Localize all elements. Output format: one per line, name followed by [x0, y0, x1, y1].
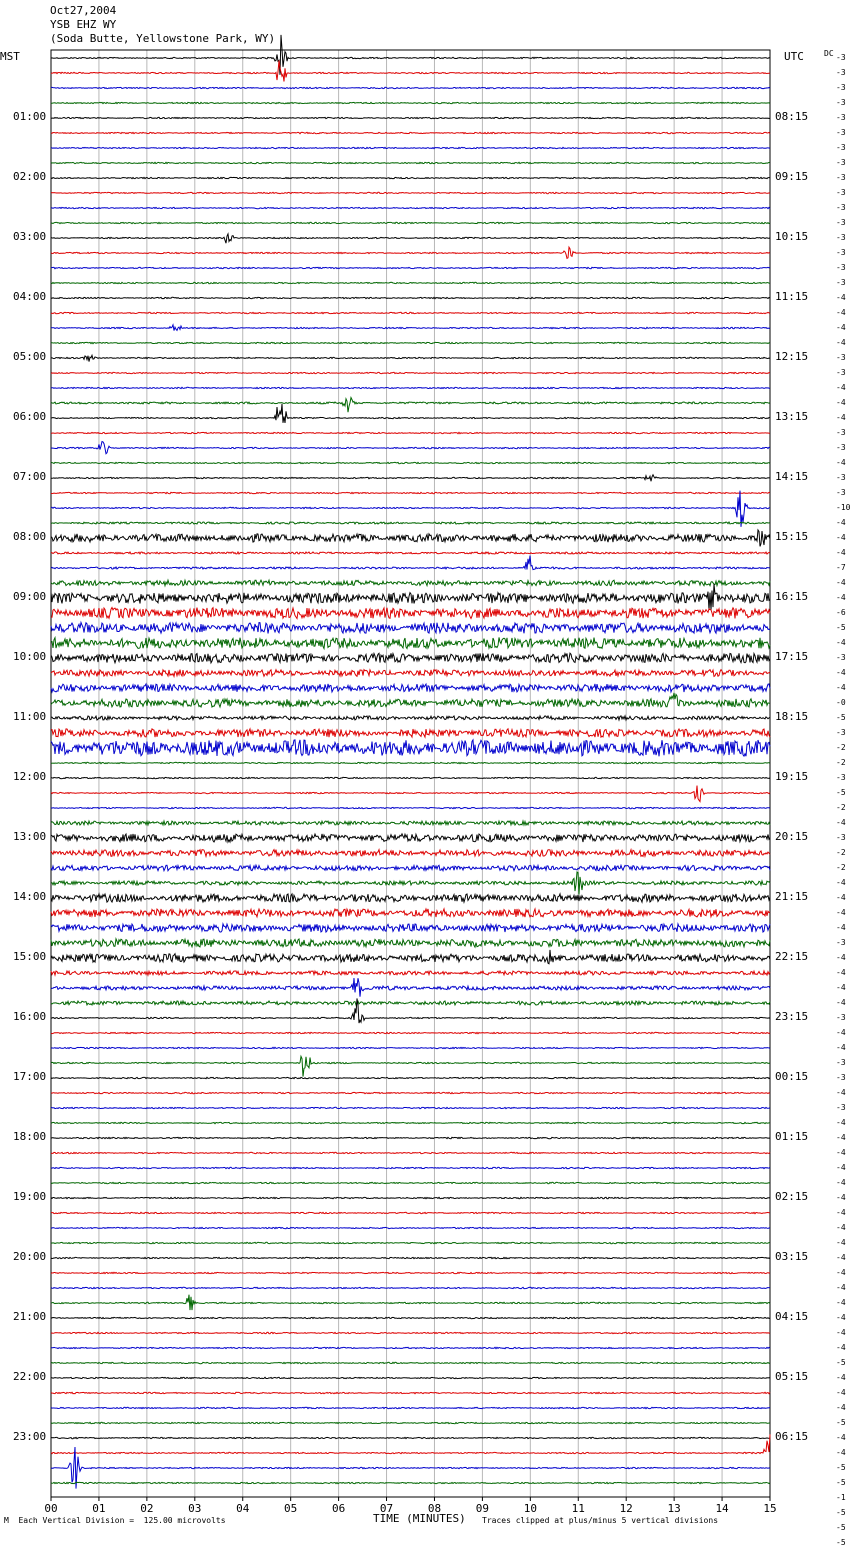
- dc-offset-value: -3: [836, 158, 846, 167]
- seismic-trace: [51, 282, 770, 283]
- x-tick-label: 14: [715, 1502, 729, 1515]
- seismic-trace: [51, 971, 770, 975]
- seismic-trace: [51, 1347, 770, 1348]
- seismic-trace: [51, 1317, 770, 1318]
- dc-offset-value: -4: [836, 1343, 846, 1352]
- dc-offset-value: -4: [836, 593, 846, 602]
- dc-offset-value: -3: [836, 1058, 846, 1067]
- dc-offset-value: -4: [836, 293, 846, 302]
- seismic-trace: [51, 297, 770, 298]
- x-tick-label: 15: [763, 1502, 777, 1515]
- dc-offset-value: -3: [836, 773, 846, 782]
- seismic-trace: [51, 850, 770, 857]
- seismic-trace: [51, 404, 770, 423]
- utc-hour-label: 02:15: [775, 1190, 809, 1203]
- seismic-trace: [51, 1137, 770, 1138]
- seismic-trace: [51, 475, 770, 482]
- dc-offset-value: -5: [836, 1418, 846, 1427]
- x-tick-label: 11: [571, 1502, 585, 1515]
- dc-offset-value: -4: [836, 518, 846, 527]
- x-tick-label: 05: [284, 1502, 298, 1515]
- utc-hour-label: 11:15: [775, 290, 809, 303]
- utc-hour-label: 19:15: [775, 770, 809, 783]
- dc-offset-value: -4: [836, 1043, 846, 1052]
- dc-offset-value: -3: [836, 443, 846, 452]
- dc-offset-value: -3: [836, 938, 846, 947]
- utc-hour-label: 18:15: [775, 710, 809, 723]
- dc-offset-value: -4: [836, 1088, 846, 1097]
- seismic-trace: [51, 1422, 770, 1423]
- seismic-trace: [51, 222, 770, 223]
- seismic-trace: [51, 1047, 770, 1048]
- seismic-trace: [51, 462, 770, 463]
- seismic-trace: [51, 623, 770, 634]
- dc-offset-value: -10: [836, 503, 850, 512]
- dc-offset-value: -7: [836, 563, 846, 572]
- utc-hour-label: 09:15: [775, 170, 809, 183]
- seismic-trace: [51, 192, 770, 193]
- seismic-trace: [51, 60, 770, 81]
- seismic-trace: [51, 530, 770, 546]
- dc-offset-value: -4: [836, 398, 846, 407]
- dc-offset-value: -3: [836, 1073, 846, 1082]
- utc-hour-label: 08:15: [775, 110, 809, 123]
- dc-offset-value: -3: [836, 233, 846, 242]
- dc-offset-value: -4: [836, 968, 846, 977]
- seismic-trace: [51, 950, 770, 964]
- dc-offset-value: -4: [836, 1133, 846, 1142]
- station-location: (Soda Butte, Yellowstone Park, WY): [50, 32, 276, 45]
- seismic-trace: [51, 1092, 770, 1093]
- utc-hour-label: 00:15: [775, 1070, 809, 1083]
- seismic-trace: [51, 442, 770, 454]
- utc-hour-label: 16:15: [775, 590, 809, 603]
- utc-hour-label: 03:15: [775, 1250, 809, 1263]
- dc-offset-value: -3: [836, 188, 846, 197]
- dc-offset-value: -4: [836, 1223, 846, 1232]
- dc-offset-value: -4: [836, 893, 846, 902]
- seismic-trace: [51, 1182, 770, 1183]
- dc-offset-value: -4: [836, 1433, 846, 1442]
- dc-offset-value: -3: [836, 488, 846, 497]
- seismic-trace: [51, 552, 770, 554]
- mst-hour-label: 11:00: [13, 710, 47, 723]
- mst-hour-label: 08:00: [13, 530, 47, 543]
- x-tick-label: 01: [92, 1502, 106, 1515]
- dc-offset-value: -4: [836, 1148, 846, 1157]
- dc-offset-value: -4: [836, 1448, 846, 1457]
- dc-offset-value: -5: [836, 1523, 846, 1532]
- dc-offset-value: -1: [836, 1493, 846, 1502]
- dc-offset-value: -4: [836, 1208, 846, 1217]
- dc-offset-value: -4: [836, 413, 846, 422]
- mst-hour-label: 06:00: [13, 410, 47, 423]
- seismic-trace: [51, 637, 770, 648]
- mst-hour-label: 05:00: [13, 350, 47, 363]
- seismic-trace: [51, 1295, 770, 1310]
- dc-offset-value: -5: [836, 1508, 846, 1517]
- seismic-trace: [51, 777, 770, 778]
- mst-hour-label: 22:00: [13, 1370, 47, 1383]
- seismic-trace: [51, 684, 770, 692]
- dc-offset-value: -4: [836, 1298, 846, 1307]
- mst-hour-label: 13:00: [13, 830, 47, 843]
- station-code: YSB EHZ WY: [50, 18, 117, 31]
- dc-offset-value: -3: [836, 368, 846, 377]
- seismic-trace: [51, 102, 770, 103]
- seismic-trace: [51, 1001, 770, 1005]
- seismic-trace: [51, 1257, 770, 1258]
- seismic-trace: [51, 1077, 770, 1078]
- utc-hour-label: 21:15: [775, 890, 809, 903]
- seismic-trace: [51, 1212, 770, 1213]
- left-timezone-label: MST: [0, 50, 20, 63]
- utc-hour-label: 05:15: [775, 1370, 809, 1383]
- seismic-trace: [51, 342, 770, 343]
- seismic-trace: [51, 693, 770, 707]
- utc-hour-label: 12:15: [775, 350, 809, 363]
- dc-offset-value: -3: [836, 83, 846, 92]
- seismic-trace: [51, 716, 770, 720]
- dc-offset-value: -2: [836, 803, 846, 812]
- dc-offset-value: -4: [836, 1313, 846, 1322]
- seismic-trace: [51, 1122, 770, 1123]
- seismic-trace: [51, 1032, 770, 1033]
- x-tick-label: 04: [236, 1502, 250, 1515]
- mst-hour-label: 10:00: [13, 650, 47, 663]
- seismic-trace: [51, 491, 770, 527]
- dc-offset-value: -4: [836, 1373, 846, 1382]
- dc-offset-value: -2: [836, 848, 846, 857]
- dc-offset-value: -3: [836, 173, 846, 182]
- dc-offset-value: -3: [836, 143, 846, 152]
- dc-offset-value: -4: [836, 1028, 846, 1037]
- seismic-trace: [51, 522, 770, 524]
- dc-offset-value: -3: [836, 248, 846, 257]
- seismic-trace: [51, 786, 770, 802]
- dc-offset-value: -3: [836, 263, 846, 272]
- seismic-trace: [51, 556, 770, 570]
- mst-hour-label: 12:00: [13, 770, 47, 783]
- dc-offset-value: -5: [836, 713, 846, 722]
- dc-offset-value: -4: [836, 578, 846, 587]
- seismic-trace: [51, 1362, 770, 1363]
- seismic-trace: [51, 1482, 770, 1483]
- mst-hour-label: 17:00: [13, 1070, 47, 1083]
- utc-hour-label: 17:15: [775, 650, 809, 663]
- dc-offset-value: -4: [836, 1388, 846, 1397]
- seismic-trace: [51, 584, 770, 610]
- utc-hour-label: 01:15: [775, 1130, 809, 1143]
- seismic-trace: [51, 247, 770, 258]
- dc-offset-value: -4: [836, 953, 846, 962]
- seismic-trace: [51, 1242, 770, 1243]
- dc-offset-value: -4: [836, 983, 846, 992]
- seismic-trace: [51, 653, 770, 663]
- dc-offset-value: -3: [836, 833, 846, 842]
- dc-offset-value: -3: [836, 428, 846, 437]
- dc-offset-value: -4: [836, 1193, 846, 1202]
- seismic-trace: [51, 1056, 770, 1076]
- seismic-trace: [51, 1287, 770, 1288]
- dc-offset-value: -4: [836, 818, 846, 827]
- scale-note: M Each Vertical Division = 125.00 microvolts: [4, 1516, 226, 1525]
- seismic-trace: [51, 207, 770, 208]
- seismic-trace: [51, 1272, 770, 1273]
- dc-offset-value: -5: [836, 1358, 846, 1367]
- dc-offset-value: -3: [836, 203, 846, 212]
- mst-hour-label: 20:00: [13, 1250, 47, 1263]
- seismic-trace: [51, 1227, 770, 1228]
- seismic-trace: [51, 834, 770, 842]
- seismic-trace: [51, 909, 770, 917]
- utc-hour-label: 04:15: [775, 1310, 809, 1323]
- dc-offset-value: -3: [836, 1013, 846, 1022]
- x-tick-label: 09: [475, 1502, 490, 1515]
- dc-offset-value: -3: [836, 653, 846, 662]
- seismic-trace: [51, 1437, 770, 1438]
- dc-offset-value: -5: [836, 623, 846, 632]
- seismic-trace: [51, 234, 770, 243]
- dc-offset-value: -4: [836, 668, 846, 677]
- dc-offset-value: -3: [836, 353, 846, 362]
- seismic-trace: [51, 1152, 770, 1153]
- seismic-trace: [51, 762, 770, 763]
- x-tick-label: 07: [379, 1502, 394, 1515]
- seismic-trace: [51, 355, 770, 361]
- dc-offset-value: -3: [836, 1103, 846, 1112]
- dc-offset-value: -4: [836, 1163, 846, 1172]
- dc-offset-value: -2: [836, 758, 846, 767]
- plot-date: Oct27,2004: [50, 4, 117, 17]
- dc-offset-value: -3: [836, 98, 846, 107]
- utc-hour-label: 20:15: [775, 830, 809, 843]
- seismic-trace: [51, 492, 770, 493]
- dc-offset-label: DC: [824, 49, 834, 58]
- dc-offset-value: -3: [836, 53, 846, 62]
- seismic-trace: [51, 147, 770, 148]
- utc-hour-label: 23:15: [775, 1010, 809, 1023]
- dc-offset-value: -4: [836, 1403, 846, 1412]
- dc-offset-value: -5: [836, 1538, 846, 1547]
- x-tick-label: 13: [667, 1502, 681, 1515]
- mst-hour-label: 04:00: [13, 290, 47, 303]
- seismic-trace: [51, 608, 770, 619]
- seismic-trace: [51, 729, 770, 737]
- mst-hour-label: 18:00: [13, 1130, 47, 1143]
- seismic-trace: [51, 1167, 770, 1168]
- dc-offset-value: -4: [836, 1283, 846, 1292]
- x-tick-label: 02: [140, 1502, 154, 1515]
- x-tick-label: 08: [427, 1502, 442, 1515]
- mst-hour-label: 15:00: [13, 950, 47, 963]
- dc-offset-value: -4: [836, 1178, 846, 1187]
- dc-offset-value: -4: [836, 548, 846, 557]
- dc-offset-value: -4: [836, 923, 846, 932]
- mst-hour-label: 03:00: [13, 230, 47, 243]
- x-tick-label: 06: [331, 1502, 346, 1515]
- dc-offset-value: -4: [836, 1253, 846, 1262]
- utc-hour-label: 14:15: [775, 470, 809, 483]
- dc-offset-value: -4: [836, 323, 846, 332]
- seismic-trace: [51, 1407, 770, 1408]
- mst-hour-label: 02:00: [13, 170, 47, 183]
- seismic-trace: [51, 398, 770, 413]
- seismic-trace: [51, 865, 770, 871]
- seismic-trace: [51, 267, 770, 268]
- dc-offset-value: -3: [836, 473, 846, 482]
- seismic-trace: [51, 1392, 770, 1393]
- dc-offset-value: -4: [836, 533, 846, 542]
- seismic-trace: [51, 1107, 770, 1108]
- dc-offset-value: -4: [836, 308, 846, 317]
- mst-hour-label: 23:00: [13, 1430, 47, 1443]
- seismic-trace: [51, 312, 770, 313]
- seismic-trace: [51, 177, 770, 178]
- seismic-trace: [51, 325, 770, 331]
- seismic-trace: [51, 807, 770, 808]
- seismic-trace: [51, 740, 770, 756]
- dc-offset-value: -4: [836, 458, 846, 467]
- seismic-trace: [51, 580, 770, 586]
- dc-offset-value: -6: [836, 608, 846, 617]
- dc-offset-value: -5: [836, 1478, 846, 1487]
- dc-offset-value: -4: [836, 878, 846, 887]
- mst-hour-label: 16:00: [13, 1010, 47, 1023]
- seismic-trace: [51, 162, 770, 163]
- clip-note: Traces clipped at plus/minus 5 vertical divisions: [482, 1516, 719, 1525]
- dc-offset-value: -3: [836, 68, 846, 77]
- mst-hour-label: 07:00: [13, 470, 47, 483]
- dc-offset-value: -4: [836, 998, 846, 1007]
- seismic-trace: [51, 821, 770, 825]
- utc-hour-label: 22:15: [775, 950, 809, 963]
- mst-hour-label: 14:00: [13, 890, 47, 903]
- dc-offset-value: -3: [836, 278, 846, 287]
- dc-offset-value: -5: [836, 1463, 846, 1472]
- dc-offset-value: -3: [836, 113, 846, 122]
- seismic-trace: [51, 978, 770, 997]
- seismic-trace: [51, 132, 770, 133]
- seismic-trace: [51, 117, 770, 118]
- seismic-trace: [51, 872, 770, 895]
- seismic-trace: [51, 894, 770, 902]
- scale-text: Each Vertical Division = 125.00 microvolts: [18, 1516, 226, 1525]
- dc-offset-value: -4: [836, 1328, 846, 1337]
- x-axis-label: TIME (MINUTES): [373, 1512, 466, 1525]
- seismic-trace: [51, 432, 770, 433]
- dc-offset-value: -4: [836, 1268, 846, 1277]
- dc-offset-value: -4: [836, 908, 846, 917]
- seismic-trace: [51, 939, 770, 947]
- seismic-trace: [51, 372, 770, 373]
- x-tick-label: 12: [619, 1502, 633, 1515]
- dc-offset-value: -3: [836, 728, 846, 737]
- mst-hour-label: 21:00: [13, 1310, 47, 1323]
- dc-offset-value: -4: [836, 683, 846, 692]
- mst-hour-label: 01:00: [13, 110, 47, 123]
- utc-hour-label: 15:15: [775, 530, 809, 543]
- right-timezone-label: UTC: [784, 50, 804, 63]
- dc-offset-value: -4: [836, 1118, 846, 1127]
- dc-offset-value: -2: [836, 863, 846, 872]
- dc-offset-value: -4: [836, 638, 846, 647]
- seismic-trace: [51, 87, 770, 88]
- utc-hour-label: 10:15: [775, 230, 809, 243]
- seismic-trace: [51, 670, 770, 677]
- dc-offset-value: -4: [836, 383, 846, 392]
- dc-offset-value: -4: [836, 338, 846, 347]
- mst-hour-label: 09:00: [13, 590, 47, 603]
- utc-hour-label: 06:15: [775, 1430, 809, 1443]
- dc-offset-value: -3: [836, 218, 846, 227]
- seismic-trace: [51, 1377, 770, 1378]
- seismic-trace: [51, 924, 770, 932]
- dc-offset-value: -5: [836, 788, 846, 797]
- seismic-trace: [51, 1332, 770, 1333]
- plot-frame: [51, 50, 770, 1497]
- seismic-trace: [51, 1197, 770, 1198]
- x-tick-label: 10: [523, 1502, 537, 1515]
- x-tick-label: 00: [44, 1502, 58, 1515]
- dc-offset-value: -2: [836, 743, 846, 752]
- dc-offset-value: -3: [836, 128, 846, 137]
- dc-offset-value: -0: [836, 698, 846, 707]
- dc-offset-value: -4: [836, 1238, 846, 1247]
- utc-hour-label: 13:15: [775, 410, 809, 423]
- x-tick-label: 03: [188, 1502, 202, 1515]
- mst-hour-label: 19:00: [13, 1190, 47, 1203]
- seismic-trace: [51, 35, 770, 75]
- seismic-trace: [51, 387, 770, 388]
